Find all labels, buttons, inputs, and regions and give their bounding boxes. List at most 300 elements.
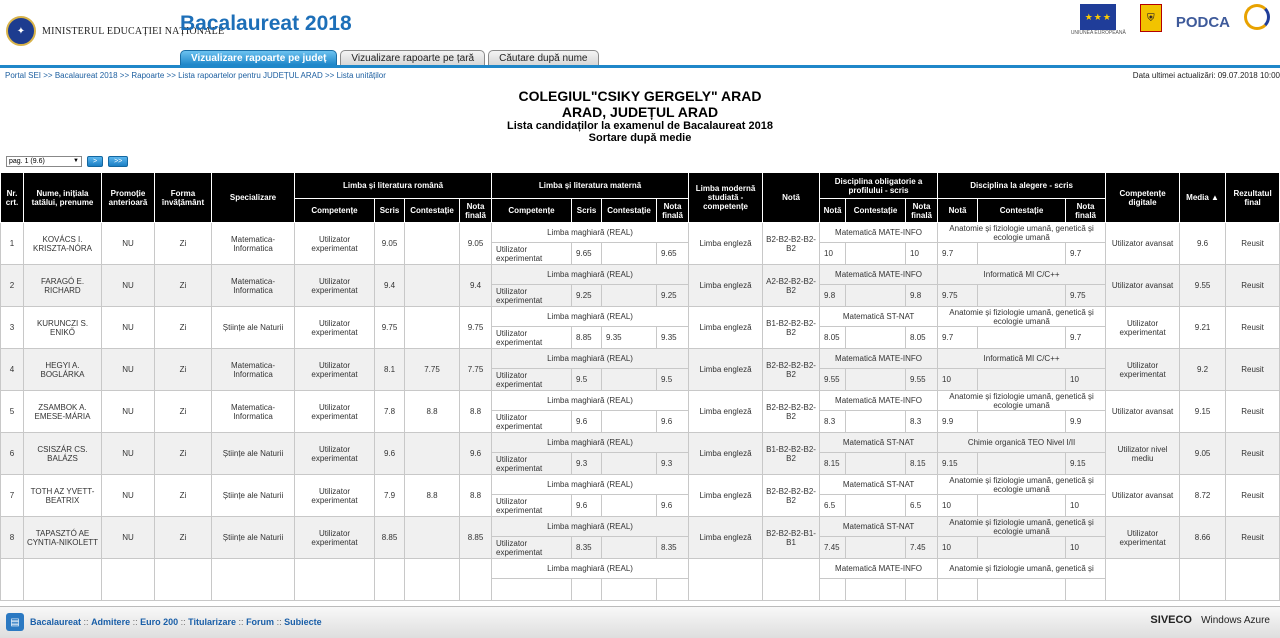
cell-ob-cont <box>846 369 906 391</box>
cell-al-cont <box>978 453 1066 475</box>
cell-media: 9.05 <box>1180 433 1226 475</box>
cell-al-cont <box>978 537 1066 559</box>
cell-spec <box>212 559 295 601</box>
cell-digitale: Utilizator nivel mediu <box>1106 433 1180 475</box>
cell-nr: 3 <box>1 307 24 349</box>
cell-promotie: NU <box>102 223 155 265</box>
cell-spec: Științe ale Naturii <box>212 517 295 559</box>
cell-al-cont <box>978 369 1066 391</box>
cell-promotie: NU <box>102 475 155 517</box>
cell-forma: Zi <box>155 307 212 349</box>
cell-rezultat: Reusit <box>1226 223 1280 265</box>
cell-ob-final: 8.15 <box>906 453 938 475</box>
table-row <box>1 433 1280 453</box>
cell-moderna: Limba engleză <box>689 391 763 433</box>
cell-moderna: Limba engleză <box>689 223 763 265</box>
cell-mat-final: 8.35 <box>657 537 689 559</box>
col-promotie: Promoție anterioară <box>102 173 155 223</box>
cell-ob-nota: 7.45 <box>820 537 846 559</box>
candidates-table-container <box>0 172 1280 606</box>
cell-ob-cont <box>846 411 906 433</box>
breadcrumb-units[interactable]: Lista unităților <box>336 71 386 80</box>
cell-mat-cont <box>602 243 657 265</box>
cell-ob-disc: Matematică MATE-INFO <box>820 391 938 411</box>
cell-ro-final <box>460 559 492 601</box>
cell-ob-final <box>906 579 938 601</box>
cell-forma: Zi <box>155 475 212 517</box>
cell-ro-comp: Utilizator experimentat <box>295 433 375 475</box>
cell-nota: B2-B2-B2-B2-B2 <box>763 223 820 265</box>
cell-forma: Zi <box>155 433 212 475</box>
app-title[interactable]: Bacalaureat 2018 <box>180 12 352 35</box>
cell-ro-cont: 7.75 <box>405 349 460 391</box>
cell-mat-scris: 8.85 <box>572 327 602 349</box>
cell-ro-cont: 8.8 <box>405 475 460 517</box>
cell-ro-cont <box>405 223 460 265</box>
cell-nr: 5 <box>1 391 24 433</box>
col-ob-nota-finala: Nota finală <box>906 199 938 223</box>
cell-nr: 6 <box>1 433 24 475</box>
cell-al-cont <box>978 327 1066 349</box>
eu-flag-icon: ★★★ <box>1080 4 1116 30</box>
cell-digitale: Utilizator experimentat <box>1106 349 1180 391</box>
county-name: ARAD, JUDEȚUL ARAD <box>561 104 719 120</box>
breadcrumb-bacalaureat[interactable]: Bacalaureat 2018 <box>54 71 118 80</box>
cell-mat-final <box>657 579 689 601</box>
cell-al-nota: 10 <box>938 495 978 517</box>
col-mat-competente: Competențe <box>492 199 572 223</box>
cell-digitale: Utilizator avansat <box>1106 391 1180 433</box>
cell-media: 8.72 <box>1180 475 1226 517</box>
cell-mat-scris: 8.35 <box>572 537 602 559</box>
cell-mat-cont <box>602 453 657 475</box>
cell-nr: 4 <box>1 349 24 391</box>
col-al-nota-finala: Nota finală <box>1066 199 1106 223</box>
col-mat-nota-finala: Nota finală <box>657 199 689 223</box>
cell-nr: 8 <box>1 517 24 559</box>
col-media-sort[interactable]: Media ▲ <box>1180 173 1226 223</box>
cell-ob-disc: Matematică MATE-INFO <box>820 223 938 243</box>
tab-county-reports[interactable]: Vizualizare rapoarte pe județ <box>180 50 337 65</box>
cell-promotie: NU <box>102 265 155 307</box>
candidates-body <box>1 223 1280 601</box>
cell-al-disc: Informatică MI C/C++ <box>938 349 1106 369</box>
cell-mat-comp: Utilizator experimentat <box>492 285 572 307</box>
cell-al-disc: Anatomie și fiziologie umană, genetică și ecologie umană <box>938 223 1106 243</box>
col-ro-nota-finala: Nota finală <box>460 199 492 223</box>
cell-media: 9.15 <box>1180 391 1226 433</box>
cell-ob-cont <box>846 327 906 349</box>
cell-al-disc: Informatică MI C/C++ <box>938 265 1106 285</box>
cell-ro-scris <box>375 559 405 601</box>
cell-ro-scris: 8.1 <box>375 349 405 391</box>
cell-mat-disc: Limba maghiară (REAL) <box>492 349 689 369</box>
cell-spec: Matematica-Informatica <box>212 391 295 433</box>
cell-ob-disc: Matematică MATE-INFO <box>820 349 938 369</box>
pager <box>6 156 128 167</box>
col-ob-contestatie: Contestație <box>846 199 906 223</box>
cell-nume: HEGYI A. BOGLÁRKA <box>24 349 102 391</box>
table-row <box>1 475 1280 495</box>
cell-ob-cont <box>846 537 906 559</box>
report-tabs <box>180 50 602 65</box>
cell-ro-comp: Utilizator experimentat <box>295 349 375 391</box>
col-group-romana: Limba și literatura română <box>295 173 492 199</box>
cell-mat-comp: Utilizator experimentat <box>492 495 572 517</box>
cell-spec: Matematica-Informatica <box>212 349 295 391</box>
cell-ob-nota: 10 <box>820 243 846 265</box>
cell-ro-scris: 9.6 <box>375 433 405 475</box>
page-footer <box>0 606 1280 638</box>
cell-mat-disc: Limba maghiară (REAL) <box>492 223 689 243</box>
structural-funds-logo <box>1244 4 1270 30</box>
cell-ro-scris: 7.8 <box>375 391 405 433</box>
cell-al-final: 10 <box>1066 495 1106 517</box>
cell-mat-final: 9.25 <box>657 285 689 307</box>
cell-promotie: NU <box>102 349 155 391</box>
cell-ob-final: 9.55 <box>906 369 938 391</box>
cell-ob-nota: 6.5 <box>820 495 846 517</box>
cell-ob-disc: Matematică MATE-INFO <box>820 559 938 579</box>
cell-ro-final: 9.05 <box>460 223 492 265</box>
cell-promotie: NU <box>102 433 155 475</box>
cell-ro-scris: 9.05 <box>375 223 405 265</box>
cell-ob-nota: 8.05 <box>820 327 846 349</box>
cell-mat-cont <box>602 285 657 307</box>
cell-mat-cont <box>602 579 657 601</box>
cell-al-cont <box>978 411 1066 433</box>
cell-al-cont <box>978 285 1066 307</box>
cell-ro-cont <box>405 433 460 475</box>
col-specializare: Specializare <box>212 173 295 223</box>
cell-mat-cont <box>602 495 657 517</box>
partner-logos <box>1071 4 1270 36</box>
cell-digitale: Utilizator avansat <box>1106 475 1180 517</box>
col-nr: Nr. crt. <box>1 173 24 223</box>
cell-ob-cont <box>846 579 906 601</box>
cell-mat-scris: 9.6 <box>572 411 602 433</box>
list-title: Lista candidaților la examenul de Bacalaureat 2018 <box>507 120 773 132</box>
cell-al-nota: 9.7 <box>938 243 978 265</box>
col-limba-moderna: Limba modernă studiată - competențe <box>689 173 763 223</box>
cell-ro-cont <box>405 517 460 559</box>
cell-al-nota: 10 <box>938 537 978 559</box>
cell-digitale: Utilizator experimentat <box>1106 517 1180 559</box>
cell-rezultat <box>1226 559 1280 601</box>
cell-al-disc: Chimie organică TEO Nivel I/II <box>938 433 1106 453</box>
cell-nota: B2-B2-B2-B2-B2 <box>763 349 820 391</box>
table-row <box>1 223 1280 243</box>
col-mat-scris: Scris <box>572 199 602 223</box>
cell-al-nota: 9.75 <box>938 285 978 307</box>
cell-ob-disc: Matematică ST-NAT <box>820 517 938 537</box>
cell-ro-final: 7.75 <box>460 349 492 391</box>
coat-of-arms-icon: ⛨ <box>1140 4 1162 32</box>
cell-media: 8.66 <box>1180 517 1226 559</box>
page-select[interactable] <box>6 156 82 167</box>
cell-media: 9.2 <box>1180 349 1226 391</box>
sort-label: Sortare după medie <box>588 132 692 144</box>
cell-nr: 2 <box>1 265 24 307</box>
cell-moderna: Limba engleză <box>689 349 763 391</box>
cell-ro-final: 8.8 <box>460 391 492 433</box>
cell-nota: A2-B2-B2-B2-B2 <box>763 265 820 307</box>
cell-al-disc: Anatomie și fiziologie umană, genetică și <box>938 559 1106 579</box>
cell-mat-disc: Limba maghiară (REAL) <box>492 307 689 327</box>
cell-mat-scris: 9.5 <box>572 369 602 391</box>
cell-ro-scris: 9.4 <box>375 265 405 307</box>
cell-nr: 1 <box>1 223 24 265</box>
cell-ro-comp: Utilizator experimentat <box>295 265 375 307</box>
cell-nume: KOVÁCS I. KRISZTA-NÓRA <box>24 223 102 265</box>
cell-mat-scris: 9.3 <box>572 453 602 475</box>
cell-mat-cont: 9.35 <box>602 327 657 349</box>
cell-promotie: NU <box>102 517 155 559</box>
cell-moderna: Limba engleză <box>689 517 763 559</box>
report-titles <box>0 88 1280 144</box>
breadcrumb-county-reports[interactable]: Lista rapoartelor pentru JUDEȚUL ARAD <box>178 71 323 80</box>
cell-al-disc: Anatomie și fiziologie umană, genetică și ecologie umană <box>938 307 1106 327</box>
cell-forma: Zi <box>155 391 212 433</box>
cell-promotie <box>102 559 155 601</box>
col-group-alegere: Disciplina la alegere - scris <box>938 173 1106 199</box>
cell-forma: Zi <box>155 517 212 559</box>
cell-mat-cont <box>602 537 657 559</box>
podca-label: PODCA <box>1175 14 1230 31</box>
cell-mat-scris <box>572 579 602 601</box>
col-group-materna: Limba și literatura maternă <box>492 173 689 199</box>
cell-nume <box>24 559 102 601</box>
cell-nota <box>763 559 820 601</box>
cell-forma: Zi <box>155 265 212 307</box>
cell-ro-scris: 9.75 <box>375 307 405 349</box>
cell-ob-nota: 8.3 <box>820 411 846 433</box>
cell-rezultat: Reusit <box>1226 475 1280 517</box>
podca-logo <box>1176 4 1230 31</box>
cell-promotie: NU <box>102 307 155 349</box>
cell-nr: 7 <box>1 475 24 517</box>
cell-al-final <box>1066 579 1106 601</box>
eu-label: UNIUNEA EUROPEANĂ <box>1070 30 1126 36</box>
cell-ro-comp: Utilizator experimentat <box>295 307 375 349</box>
cell-mat-comp: Utilizator experimentat <box>492 537 572 559</box>
dropdown-arrow-icon: ▼ <box>73 158 79 164</box>
cell-al-disc: Anatomie și fiziologie umană, genetică și ecologie umană <box>938 475 1106 495</box>
cell-digitale <box>1106 559 1180 601</box>
cell-ob-cont <box>846 495 906 517</box>
footer-link-euro200[interactable]: Euro 200 <box>140 617 179 627</box>
next-page-button[interactable]: > <box>87 156 103 167</box>
structural-funds-icon <box>1244 4 1270 30</box>
col-ro-contestatie: Contestație <box>405 199 460 223</box>
table-row <box>1 307 1280 327</box>
cell-al-nota: 9.9 <box>938 411 978 433</box>
cell-rezultat: Reusit <box>1226 265 1280 307</box>
cell-mat-final: 9.6 <box>657 411 689 433</box>
breadcrumb: Portal SEI >> Bacalaureat 2018 >> Rapoarte >> Lista rapoartelor pentru JUDEȚUL ARAD >> Lista unităților Data ultimei actualizări: 09.07.2018 10:00 <box>0 68 1280 84</box>
cell-spec: Științe ale Naturii <box>212 307 295 349</box>
cell-ro-final: 9.75 <box>460 307 492 349</box>
cell-ob-final: 8.3 <box>906 411 938 433</box>
footer-link-forum[interactable]: Forum <box>246 617 275 627</box>
candidates-table <box>0 172 1280 601</box>
cell-moderna: Limba engleză <box>689 307 763 349</box>
breadcrumb-rapoarte[interactable]: Rapoarte <box>131 71 165 80</box>
table-row <box>1 265 1280 285</box>
ministry-name: MINISTERUL EDUCAȚIEI NAȚIONALE <box>42 25 225 37</box>
cell-al-final: 10 <box>1066 369 1106 391</box>
cell-mat-disc: Limba maghiară (REAL) <box>492 433 689 453</box>
cell-spec: Matematica-Informatica <box>212 223 295 265</box>
cell-al-nota: 9.15 <box>938 453 978 475</box>
cell-nota: B2-B2-B2-B2-B2 <box>763 391 820 433</box>
cell-ob-nota: 9.8 <box>820 285 846 307</box>
col-ro-scris: Scris <box>375 199 405 223</box>
cell-mat-final: 9.35 <box>657 327 689 349</box>
page-header <box>0 0 1280 68</box>
col-forma: Forma învățământ <box>155 173 212 223</box>
cell-al-nota <box>938 579 978 601</box>
tab-search-by-name[interactable]: Căutare după nume <box>488 50 598 65</box>
cell-ob-final: 10 <box>906 243 938 265</box>
cell-ro-final: 8.85 <box>460 517 492 559</box>
cell-ob-nota: 9.55 <box>820 369 846 391</box>
cell-ro-cont <box>405 265 460 307</box>
cell-rezultat: Reusit <box>1226 307 1280 349</box>
cell-al-disc: Anatomie și fiziologie umană, genetică și ecologie umană <box>938 391 1106 411</box>
cell-mat-scris: 9.6 <box>572 495 602 517</box>
cell-rezultat: Reusit <box>1226 517 1280 559</box>
cell-ro-final: 9.4 <box>460 265 492 307</box>
cell-al-nota: 10 <box>938 369 978 391</box>
cell-nota: B1-B2-B2-B2-B2 <box>763 433 820 475</box>
col-al-contestatie: Contestație <box>978 199 1066 223</box>
footer-link-subiecte[interactable]: Subiecte <box>284 617 322 627</box>
cell-mat-comp: Utilizator experimentat <box>492 327 572 349</box>
cell-rezultat: Reusit <box>1226 433 1280 475</box>
breadcrumb-portal-sei[interactable]: Portal SEI <box>5 71 42 80</box>
cell-al-final: 9.15 <box>1066 453 1106 475</box>
cell-ro-scris: 8.85 <box>375 517 405 559</box>
cell-spec: Științe ale Naturii <box>212 433 295 475</box>
footer-links: Bacalaureat :: Admitere :: Euro 200 :: Titularizare :: Forum :: Subiecte <box>30 617 322 627</box>
cell-moderna: Limba engleză <box>689 475 763 517</box>
table-row <box>1 391 1280 411</box>
tab-country-reports[interactable]: Vizualizare rapoarte pe țară <box>340 50 485 65</box>
cell-ob-disc: Matematică ST-NAT <box>820 433 938 453</box>
cell-ob-final: 6.5 <box>906 495 938 517</box>
cell-ro-scris: 7.9 <box>375 475 405 517</box>
footer-link-bacalaureat[interactable]: Bacalaureat <box>30 617 82 627</box>
cell-digitale: Utilizator experimentat <box>1106 307 1180 349</box>
col-nota: Notă <box>763 173 820 223</box>
cell-ob-cont <box>846 243 906 265</box>
cell-nota: B2-B2-B2-B2-B2 <box>763 475 820 517</box>
cell-ob-nota <box>820 579 846 601</box>
table-row <box>1 517 1280 537</box>
eu-logo <box>1071 4 1126 36</box>
cell-ob-cont <box>846 453 906 475</box>
cell-forma: Zi <box>155 223 212 265</box>
cell-ro-cont <box>405 559 460 601</box>
cell-ro-comp: Utilizator experimentat <box>295 391 375 433</box>
school-name: COLEGIUL"CSIKY GERGELY" ARAD <box>518 88 762 104</box>
cell-al-cont <box>978 495 1066 517</box>
cell-spec: Științe ale Naturii <box>212 475 295 517</box>
cell-rezultat: Reusit <box>1226 391 1280 433</box>
portal-icon: ▤ <box>6 613 24 631</box>
cell-ob-final: 8.05 <box>906 327 938 349</box>
cell-moderna: Limba engleză <box>689 433 763 475</box>
footer-link-titularizare[interactable]: Titularizare <box>188 617 237 627</box>
cell-mat-comp <box>492 579 572 601</box>
cell-ro-comp <box>295 559 375 601</box>
last-update: Data ultimei actualizări: 09.07.2018 10:00 <box>1132 71 1280 80</box>
cell-mat-disc: Limba maghiară (REAL) <box>492 559 689 579</box>
government-logo <box>1140 4 1162 32</box>
cell-digitale: Utilizator avansat <box>1106 265 1180 307</box>
cell-ro-cont <box>405 307 460 349</box>
cell-al-nota: 9.7 <box>938 327 978 349</box>
cell-ob-disc: Matematică MATE-INFO <box>820 265 938 285</box>
cell-al-disc: Anatomie și fiziologie umană, genetică și ecologie umană <box>938 517 1106 537</box>
cell-mat-disc: Limba maghiară (REAL) <box>492 475 689 495</box>
cell-media: 9.21 <box>1180 307 1226 349</box>
cell-ob-disc: Matematică ST-NAT <box>820 475 938 495</box>
col-mat-contestatie: Contestație <box>602 199 657 223</box>
cell-ob-nota: 8.15 <box>820 453 846 475</box>
cell-media <box>1180 559 1226 601</box>
cell-mat-scris: 9.25 <box>572 285 602 307</box>
cell-nume: KURUNCZI S. ENIKŐ <box>24 307 102 349</box>
cell-forma <box>155 559 212 601</box>
col-ro-competente: Competențe <box>295 199 375 223</box>
cell-nume: TAPASZTÓ AE CYNTIA-NIKOLETT <box>24 517 102 559</box>
cell-mat-cont <box>602 411 657 433</box>
cell-nume: FARAGÓ E. RICHARD <box>24 265 102 307</box>
cell-al-final: 10 <box>1066 537 1106 559</box>
cell-nume: CSISZÁR CS. BALÁZS <box>24 433 102 475</box>
cell-ro-comp: Utilizator experimentat <box>295 223 375 265</box>
cell-promotie: NU <box>102 391 155 433</box>
table-row <box>1 559 1280 579</box>
cell-al-final: 9.75 <box>1066 285 1106 307</box>
cell-media: 9.6 <box>1180 223 1226 265</box>
cell-digitale: Utilizator avansat <box>1106 223 1180 265</box>
cell-mat-comp: Utilizator experimentat <box>492 453 572 475</box>
footer-link-admitere[interactable]: Admitere <box>91 617 131 627</box>
cell-ro-cont: 8.8 <box>405 391 460 433</box>
cell-mat-cont <box>602 369 657 391</box>
cell-mat-disc: Limba maghiară (REAL) <box>492 391 689 411</box>
cell-mat-disc: Limba maghiară (REAL) <box>492 265 689 285</box>
cell-nota: B2-B2-B2-B1-B1 <box>763 517 820 559</box>
cell-mat-final: 9.5 <box>657 369 689 391</box>
cell-ro-comp: Utilizator experimentat <box>295 517 375 559</box>
cell-mat-comp: Utilizator experimentat <box>492 369 572 391</box>
cell-mat-final: 9.6 <box>657 495 689 517</box>
siveco-logo: SIVECO <box>1150 614 1192 626</box>
col-rezultat: Rezultatul final <box>1226 173 1280 223</box>
cell-nota: B1-B2-B2-B2-B2 <box>763 307 820 349</box>
cell-mat-comp: Utilizator experimentat <box>492 411 572 433</box>
cell-ob-cont <box>846 285 906 307</box>
azure-logo: Windows Azure <box>1201 615 1270 626</box>
col-digitale: Competențe digitale <box>1106 173 1180 223</box>
table-row <box>1 349 1280 369</box>
cell-al-final: 9.7 <box>1066 327 1106 349</box>
last-page-button[interactable]: >> <box>108 156 128 167</box>
